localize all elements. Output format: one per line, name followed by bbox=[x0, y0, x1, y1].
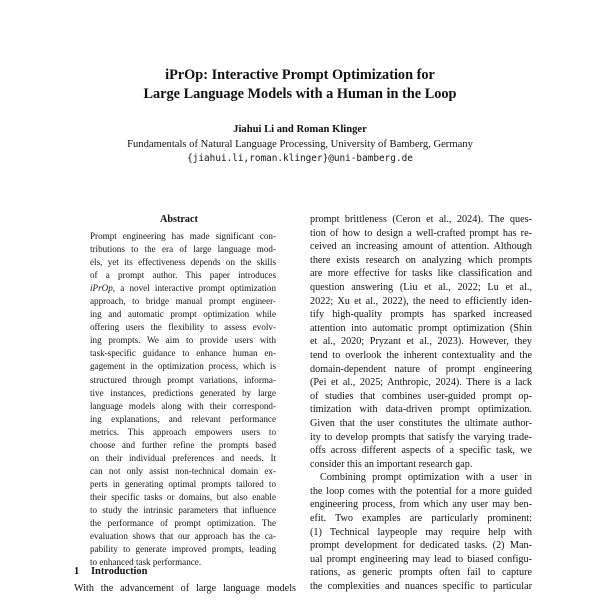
abstract-line: their specific tasks or domains, but also enable bbox=[90, 491, 276, 502]
body-line: offs across different aspects of a specific task, we bbox=[310, 445, 532, 457]
abstract-body bbox=[90, 230, 276, 569]
body-line: ual prompt engineering may lead to biased configu- bbox=[310, 553, 532, 565]
introduction-body bbox=[74, 582, 296, 595]
abstract-line: on their individual preferences and needs. It bbox=[90, 452, 276, 463]
author-emails: {jiahui.li,roman.klinger}@uni-bamberg.de bbox=[187, 153, 413, 164]
abstract-line: the performance of prompt optimization. The bbox=[90, 518, 276, 529]
body-line: ity to develop prompts that satisfy the varying trade- bbox=[310, 431, 532, 443]
body-line: prompt development for dedicated tasks. (2) Man- bbox=[310, 540, 532, 552]
section-heading-introduction bbox=[74, 565, 294, 578]
abstract-line: structured through prompt variations, informa- bbox=[90, 374, 276, 385]
abstract-line: Prompt engineering has made significant con- bbox=[90, 231, 276, 241]
body-line: the complexities and nuances specific to particular bbox=[310, 581, 532, 593]
abstract-line: tributions to the era of large language mod- bbox=[90, 244, 276, 255]
abstract-line: ing and automatic prompt optimization while bbox=[90, 309, 276, 320]
body-line: ceived an increasing amount of attention. Although bbox=[310, 241, 532, 253]
abstract-line: approach, to bridge manual prompt engineer- bbox=[90, 296, 276, 307]
abstract-line: gagement in the optimization process, which is bbox=[90, 361, 276, 372]
body-line: are more effective for tasks like classification and bbox=[310, 268, 532, 280]
paper-title bbox=[60, 66, 540, 104]
body-line: 2022; Xu et al., 2022), the need to efficiently iden- bbox=[310, 295, 532, 307]
body-line: question answering (Liu et al., 2022; Lu et al., bbox=[310, 281, 532, 293]
body-line: consider this an important research gap. bbox=[310, 458, 473, 470]
abstract-line: pability to generate improved prompts, leading bbox=[90, 544, 276, 555]
abstract-heading: Abstract bbox=[160, 214, 198, 225]
body-line: tion of how to design a well-crafted prompt has re- bbox=[310, 227, 532, 239]
abstract-line: can not only assist non-technical domain ex- bbox=[90, 465, 276, 476]
body-line: rations, as generic prompts often fail to capture bbox=[310, 567, 532, 579]
body-line: tend to overlook the inherent contextuality and the bbox=[310, 349, 532, 361]
body-line: Combining prompt optimization with a user in bbox=[320, 472, 532, 484]
abstract-line: to study the intrinsic parameters that influence bbox=[90, 504, 276, 515]
section-title: Introduction bbox=[91, 566, 148, 577]
section-number: 1 bbox=[74, 566, 80, 577]
abstract-line: tive instances, predictions generated by large bbox=[90, 387, 276, 398]
abstract-line: to enhanced task performance. bbox=[90, 557, 202, 568]
abstract-line: ing prompts. We aim to provide users with bbox=[90, 335, 276, 346]
body-line: et al., 2020; Pryzant et al., 2023). However, they bbox=[310, 336, 532, 348]
body-line: timization with data-driven prompt optimization. bbox=[310, 404, 532, 416]
body-line: the loop comes with the potential for a more guided bbox=[310, 485, 532, 497]
body-line: attention into automatic prompt optimization (Shin bbox=[310, 322, 532, 334]
abstract-line: iPrOp, a novel interactive prompt optimization bbox=[90, 283, 276, 294]
abstract-line: metrics. This approach empowers users to bbox=[90, 426, 276, 437]
author-affiliation: Fundamentals of Natural Language Processing, University of Bamberg, Germany bbox=[127, 139, 473, 150]
abstract-line: offering users the flexibility to assess evolv- bbox=[90, 322, 276, 333]
abstract-line: task-specific guidance to enhance human en- bbox=[90, 348, 276, 359]
body-line: of studies that combines user-guided prompt op- bbox=[310, 390, 532, 402]
abstract-line: ing explanations, and relevant performance bbox=[90, 413, 276, 424]
abstract-line: evaluation shows that our approach has the ca- bbox=[90, 531, 276, 542]
body-line: (Pei et al., 2025; Anthropic, 2024). There is a lack bbox=[310, 377, 532, 389]
body-line: domain-dependent nature of prompt engineering bbox=[310, 363, 532, 375]
intro-line: With the advancement of large language models bbox=[74, 583, 296, 594]
abstract-line: choose and further refine the prompts based bbox=[90, 439, 276, 450]
abstract-line: perts in generating optimal prompts tailored to bbox=[90, 478, 276, 489]
body-line: prompt brittleness (Ceron et al., 2024). The ques- bbox=[310, 214, 532, 225]
author-names: Jiahui Li and Roman Klinger bbox=[233, 124, 367, 135]
body-line: engineering process, from which any user may ben- bbox=[310, 499, 532, 511]
abstract-line: els, yet its effectiveness depends on the skills bbox=[90, 257, 276, 268]
title-line-1: iPrOp: Interactive Prompt Optimization for bbox=[165, 67, 435, 83]
abstract-line: language models along with their correspond- bbox=[90, 400, 276, 411]
method-name: iPrOp bbox=[90, 283, 113, 294]
title-line-2: Large Language Models with a Human in the Loop bbox=[143, 86, 457, 102]
right-column-body bbox=[310, 213, 532, 594]
body-line: tify high-quality prompts has sparked increased bbox=[310, 309, 532, 321]
body-line: Given that the user constitutes the ultimate author- bbox=[310, 417, 532, 429]
body-line: efit. Two examples are particularly prominent: bbox=[310, 513, 532, 525]
abstract-line: of a prompt author. This paper introduces bbox=[90, 270, 276, 281]
body-line: there exists research on analyzing which prompts bbox=[310, 254, 532, 266]
body-line: (1) Technical laypeople may require help with bbox=[310, 526, 532, 538]
